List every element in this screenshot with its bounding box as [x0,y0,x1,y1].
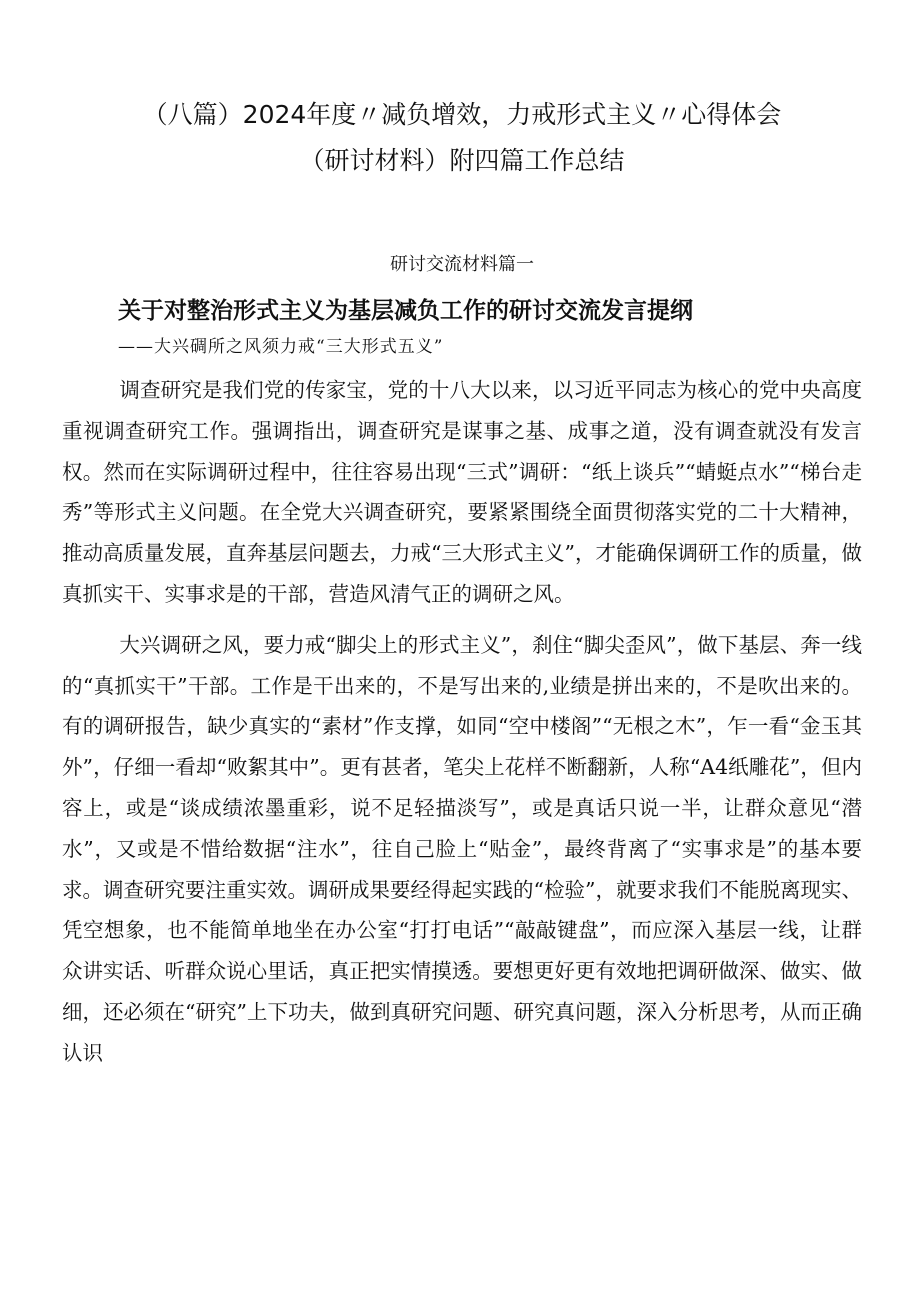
document-title [62,0,862,184]
speech-title: 关于对整治形式主义为基层减负工作的研讨交流发言提纲 [118,298,693,324]
speech-subtitle: ——大兴碉所之风须力戒“三大形式五义” [118,337,444,357]
body-paragraph-2: 大兴调研之风，要力戒“脚尖上的形式主义”，刹住“脚尖歪风”，做下基层、奔一线的“真抓实干”干部。工作是干出来的，不是写出来的,业绩是拼出来的，不是吹出来的。有的调研报告，缺少真实的“素材”作支撑，如同“空中楼阁”“无根之木”，乍一看“金玉其外”，仔细一看却“败絮其中”。更有甚者，笔尖上花样不断翻新，人称“A4纸雕花”，但内容上，或是“谈成绩浓墨重彩，说不足轻描淡写”，或是真话只说一半，让群众意见“潜水”，又或是不惜给数据“注水”，往自己脸上“贴金”，最终背离了“实事求是”的基本要求。调查研究要注重实效。调研成果要经得起实践的“检验”，就要求我们不能脱离现实、凭空想象，也不能简单地坐在办公室“打打电话”“敲敲键盘”，而应深入基层一线，让群众讲实话、听群众说心里话，真正把实情摸透。要想更好更有效地把调研做深、做实、做细，还必须在“研究”上下功夫，做到真研究问题、研究真问题，深入分析思考，从而正确认识 [62,632,862,1065]
document-title-line-2: （研讨材料）附四篇工作总结 [299,146,625,175]
document-title-line-1: （八篇）2024年度〃减负增效，力戒形式主义〃心得体会 [142,100,782,129]
body-paragraph-1: 调查研究是我们党的传家宝，党的十八大以来，以习近平同志为核心的党中央高度重视调查研究工作。强调指出，调查研究是谋事之基、成事之道，没有调查就没有发言权。然而在实际调研过程中，往往容易出现“三式”调研：“纸上谈兵”“蜻蜓点水”“梯台走秀”等形式主义问题。在全党大兴调查研究，要紧紧围绕全面贯彻落实党的二十大精神，推动高质量发展，直奔基层问题去，力戒“三大形式主义”，才能确保调研工作的质量，做真抓实干、实事求是的干部，营造风清气正的调研之风。 [62,378,862,606]
section-label: 研讨交流材料篇一 [390,254,534,275]
